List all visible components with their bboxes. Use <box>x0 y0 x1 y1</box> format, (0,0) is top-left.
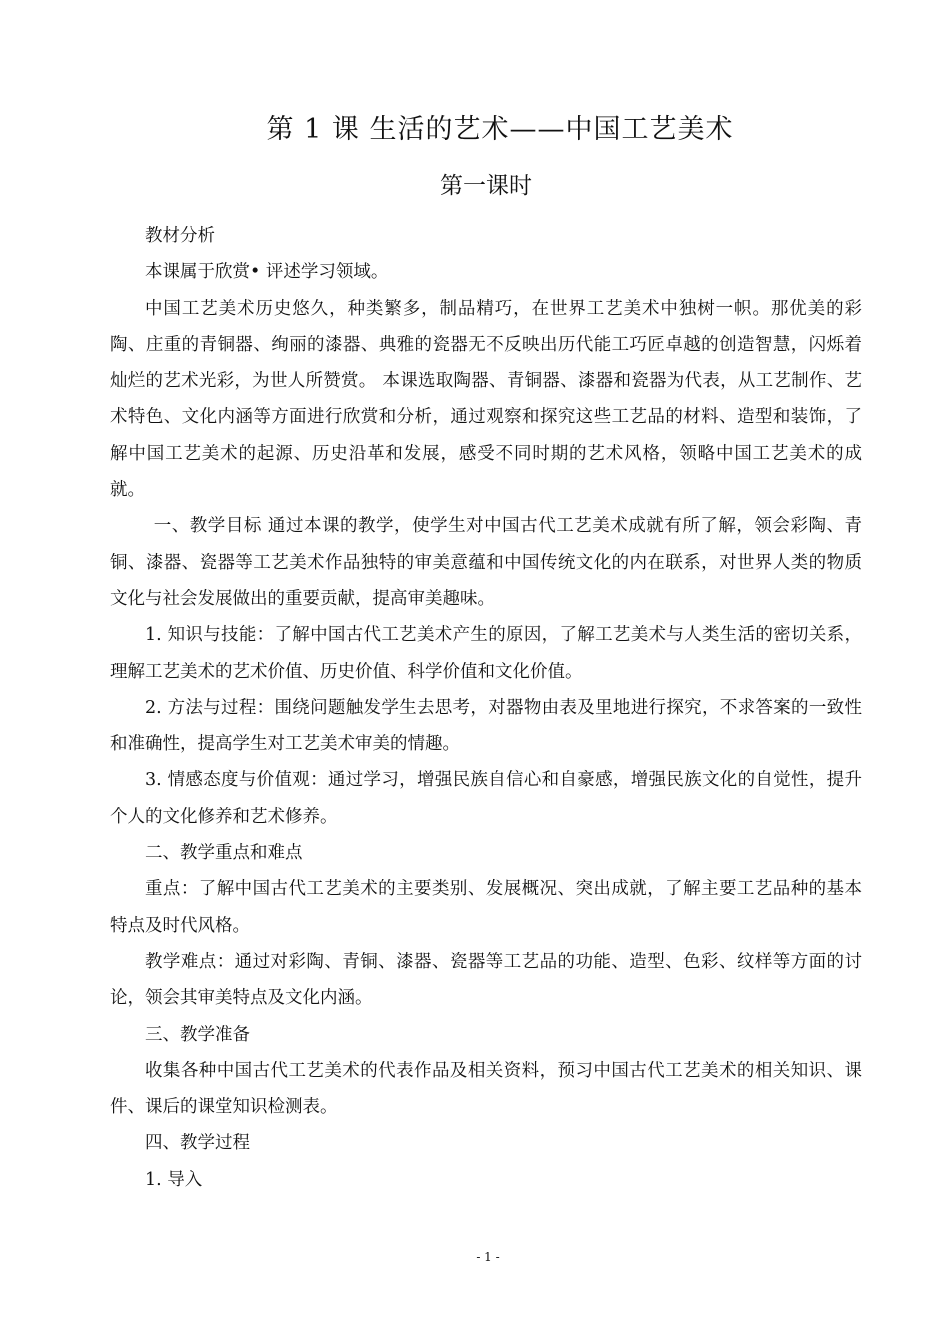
page-number: - 1 - <box>476 1250 500 1264</box>
paragraph-difficulty: 教学难点：通过对彩陶、青铜、漆器、瓷器等工艺品的功能、造型、色彩、纹样等方面的讨论，领会其审美特点及文化内涵。 <box>110 951 862 1009</box>
paragraph-goal-method: 2. 方法与过程：围绕问题触发学生去思考，对器物由表及里地进行探究，不求答案的一致性和准确性，提高学生对工艺美术审美的情趣。 <box>110 697 862 755</box>
heading-preparation: 三、教学准备 <box>145 1024 250 1045</box>
paragraph-goal-attitude: 3. 情感态度与价值观：通过学习，增强民族自信心和自豪感，增强民族文化的自觉性，提升个人的文化修养和艺术修养。 <box>110 770 862 827</box>
paragraph-learning-domain: 本课属于欣赏• 评述学习领域。 <box>145 262 389 283</box>
paragraph-intro: 中国工艺美术历史悠久，种类繁多，制品精巧，在世界工艺美术中独树一帜。那优美的彩陶、庄重的青铜器、绚丽的漆器、典雅的瓷器无不反映出历代能工巧匠卓越的创造智慧，闪烁着灿烂的艺术光彩，为世人所赞赏。 本课选取陶器、青铜器、漆器和瓷器为代表，从工艺制作、艺术特色、文化内涵等方面进行欣赏和分析，通过观察和探究这些工艺品的材料、造型和装饰，了解中国工艺美术的起源、历史沿革和发展，感受不同时期的艺术风格，领略中国工艺美术的成就。 <box>110 298 862 501</box>
paragraph-preparation: 收集各种中国古代工艺美术的代表作品及相关资料，预习中国古代工艺美术的相关知识、课件、课后的课堂知识检测表。 <box>110 1060 862 1118</box>
paragraph-key-point: 重点：了解中国古代工艺美术的主要类别、发展概况、突出成就，了解主要工艺品种的基本特点及时代风格。 <box>110 879 862 936</box>
paragraph-goal-knowledge: 1. 知识与技能：了解中国古代工艺美术产生的原因，了解工艺美术与人类生活的密切关系，理解工艺美术的艺术价值、历史价值、科学价值和文化价值。 <box>110 625 862 682</box>
paragraph-introduction-step: 1. 导入 <box>145 1169 203 1190</box>
paragraph-teaching-goals: 一、教学目标 通过本课的教学，使学生对中国古代工艺美术成就有所了解，领会彩陶、青铜、漆器、瓷器等工艺美术作品独特的审美意蕴和中国传统文化的内在联系，对世界人类的物质文化与社会发展做出的重要贡献，提高审美趣味。 <box>110 516 862 609</box>
heading-key-points: 二、教学重点和难点 <box>145 843 303 864</box>
document-body <box>110 218 862 1198</box>
heading-textbook-analysis: 教材分析 <box>145 226 215 246</box>
heading-teaching-process: 四、教学过程 <box>145 1133 250 1154</box>
lesson-title: 第 1 课 生活的艺术——中国工艺美术 <box>266 114 734 145</box>
lesson-subtitle: 第一课时 <box>440 173 532 199</box>
